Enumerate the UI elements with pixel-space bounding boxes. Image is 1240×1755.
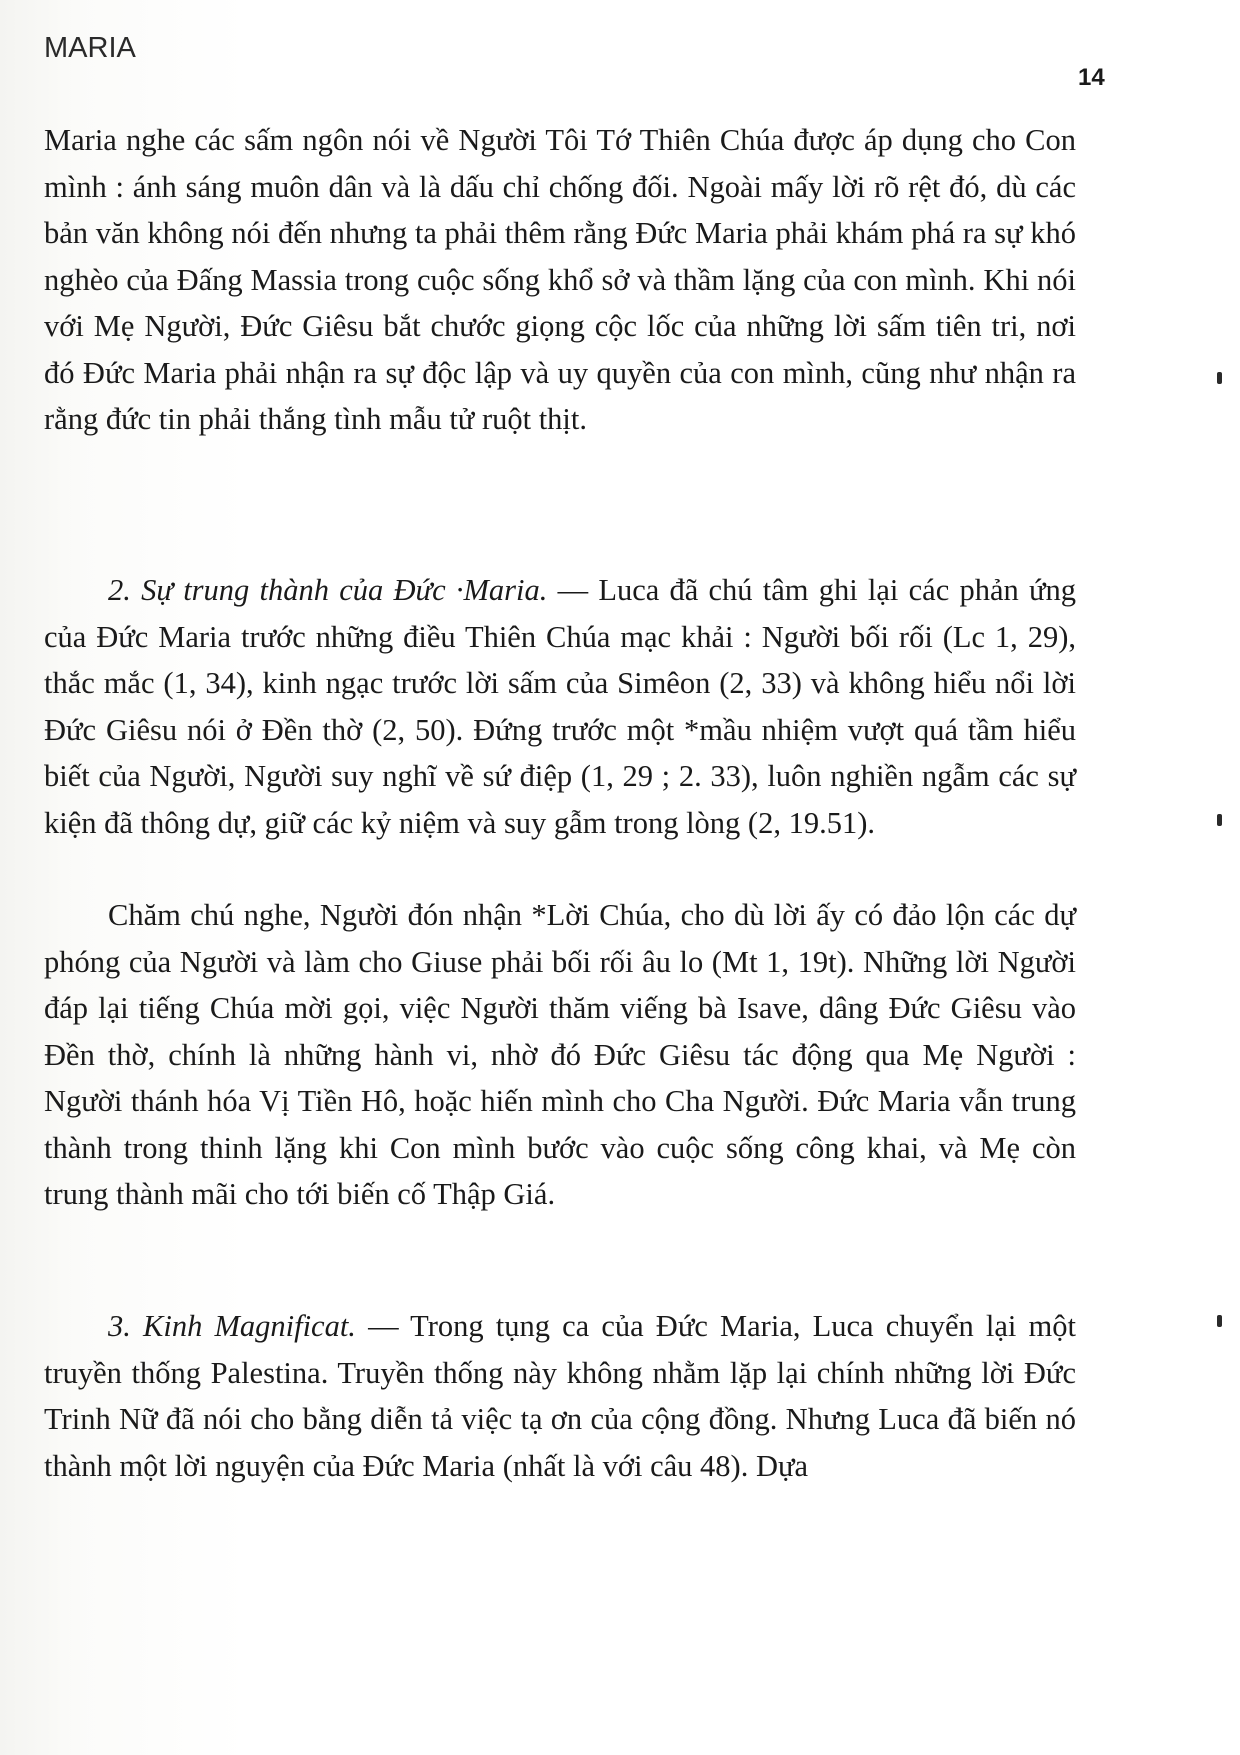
paragraph-text: Chăm chú nghe, Người đón nhận *Lời Chúa, cho dù lời ấy có đảo lộn các dự phóng của Người và làm cho Giuse phải bối rối âu lo (Mt 1, 19t). Những lời Người đáp lại tiếng Chúa mời gọi, việc Người thăm viếng bà Isave, dâng Đức Giêsu vào Đền thờ, chính là những hành vi, nhờ đó Đức Giêsu tác động qua Mẹ Người : Người thánh hóa Vị Tiền Hô, hoặc hiến mình cho Cha Người. Đức Maria vẫn trung thành trong thinh lặng khi Con mình bước vào cuộc sống công khai, và Mẹ còn trung thành mãi cho tới biến cố Thập Giá. [44, 898, 1076, 1211]
section-3-paragraph [44, 1303, 1076, 1489]
paragraph-text: Maria nghe các sấm ngôn nói về Người Tôi Tớ Thiên Chúa được áp dụng cho Con mình : ánh sáng muôn dân và là dấu chỉ chống đối. Ngoài mấy lời rõ rệt đó, dù các bản văn không nói đến nhưng ta phải thêm rằng Đức Maria phải khám phá ra sự khó nghèo của Đấng Massia trong cuộc sống khổ sở và thầm lặng của con mình. Khi nói với Mẹ Người, Đức Giêsu bắt chước giọng cộc lốc của những lời sấm tiên tri, nơi đó Đức Maria phải nhận ra sự độc lập và uy quyền của con mình, cũng như nhận ra rằng đức tin phải thắng tình mẫu tử ruột thịt. [44, 123, 1076, 436]
section-heading: 2. Sự trung thành của Đức ·Maria. [108, 573, 548, 607]
margin-mark [1217, 372, 1222, 384]
paragraph-text: — Trong tụng ca của Đức Maria, Luca chuyển lại một truyền thống Palestina. Truyền thống này không nhằm lặp lại chính những lời Đức Trinh Nữ đã nói cho bằng diễn tả việc tạ ơn của cộng đồng. Nhưng Luca đã biến nó thành một lời nguyện của Đức Maria (nhất là với câu 48). Dựa [44, 1309, 1076, 1483]
paragraph-1 [44, 117, 1076, 443]
margin-mark [1217, 1315, 1222, 1327]
page-number: 14 [1078, 64, 1105, 91]
paragraph-3 [44, 892, 1076, 1218]
section-heading: 3. Kinh Magnificat. [108, 1309, 356, 1343]
paragraph-text: — Luca đã chú tâm ghi lại các phản ứng của Đức Maria trước những điều Thiên Chúa mạc khải : Người bối rối (Lc 1, 29), thắc mắc (1, 34), kinh ngạc trước lời sấm của Simêon (2, 33) và không hiểu nổi lời Đức Giêsu nói ở Đền thờ (2, 50). Đứng trước một *mầu nhiệm vượt quá tầm hiểu biết của Người, Người suy nghĩ về sứ điệp (1, 29 ; 2. 33), luôn nghiền ngẫm các sự kiện đã thông dự, giữ các kỷ niệm và suy gẫm trong lòng (2, 19.51). [44, 573, 1076, 840]
section-2-paragraph [44, 567, 1076, 846]
margin-mark [1217, 814, 1222, 826]
running-header: MARIA [44, 32, 136, 64]
